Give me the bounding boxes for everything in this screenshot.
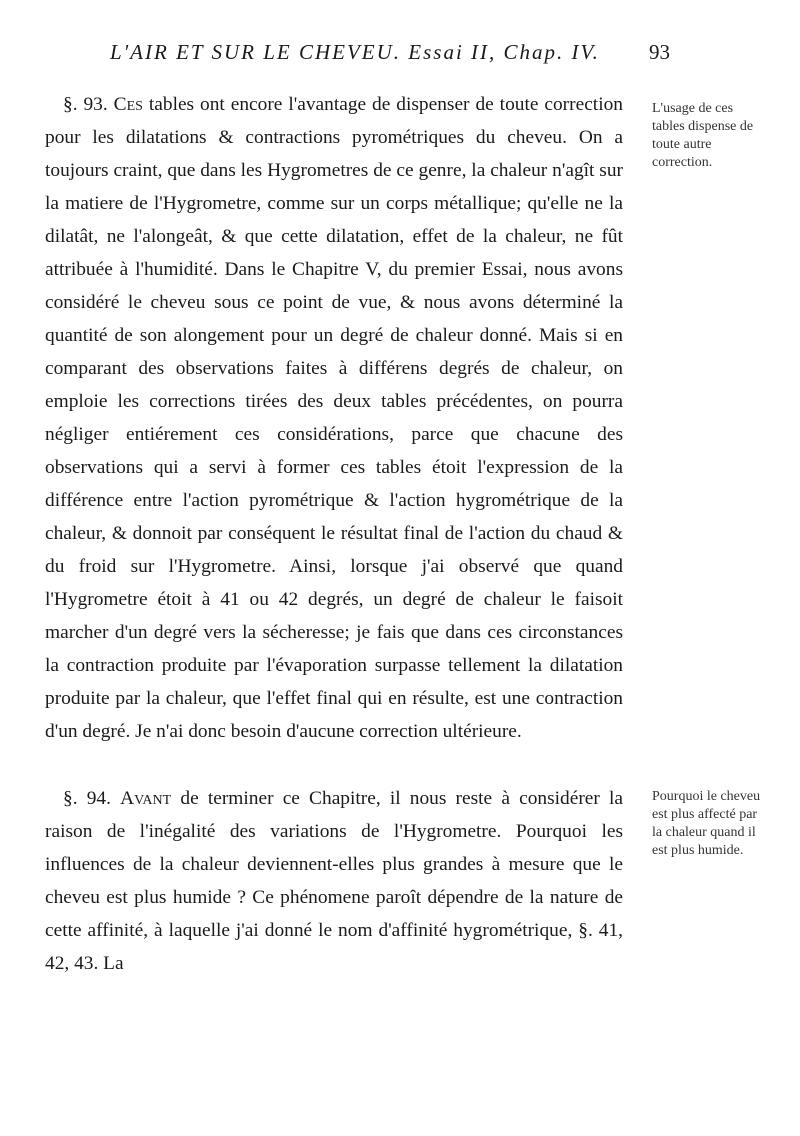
margin-note-94: Pourquoi le cheveu est plus affecté par la chaleur quand il est plus humide. [652,789,761,858]
section-lead-word: Ces [113,94,143,115]
section-94 [45,782,623,980]
page-number: 93 [649,40,670,64]
section-93 [45,88,623,748]
paragraph-94 [45,782,623,980]
section-lead-word: Avant [120,788,172,809]
section-number: §. 93. [63,94,108,115]
section-text: de terminer ce Chapitre, il nous reste à considérer la raison de l'inégalité des variations de l'Hygrometre. Pourquoi les influences de la chaleur deviennent-elles plus grandes à mesure que le cheveu est plus humide ? Ce phénomene paroît dépendre de la nature de cette affinité, à laquelle j'ai donné le nom d'affinité hygrométrique, §. 41, 42, 43. La [45,788,623,974]
paragraph-93 [45,88,623,748]
section-number: §. 94. [63,788,111,809]
margin-note-93: L'usage de ces tables dispense de toute autre correction. [652,101,754,170]
section-text: tables ont encore l'avantage de dispenser de toute correction pour les dilatations & contractions pyrométriques du cheveu. On a toujours craint, que dans les Hygrometres de ce genre, la chaleur n'agît sur la matiere de l'Hygrometre, comme sur un corps métallique; qu'elle ne la dilatât, ne l'alongeât, & que cette dilatation, effet de la chaleur, ne fût attribuée à l'humidité. Dans le Chapitre V, du premier Essai, nous avons considéré le cheveu sous ce point de vue, & nous avons déterminé la quantité de son alongement pour un degré de chaleur donné. Mais si en comparant des observations faites à différens degrés de chaleur, on emploie les corrections tirées des deux tables précédentes, on pourra négliger entiérement ces considérations, parce que chacune des observations qui a servi à former ces tables étoit l'expression de la différence entre l'action pyrométrique & l'action hygrométrique de la chaleur, & donnoit par conséquent le résultat final de l'action du chaud & du froid sur l'Hygrometre. Ainsi, lorsque j'ai observé que quand l'Hygrometre étoit à 41 ou 42 degrés, un degré de chaleur le faisoit marcher d'un degré vers la sécheresse; je fais que dans ces circonstances la contraction produite par l'évaporation surpasse tellement la dilatation produite par la chaleur, que l'effet final qui en résulte, est une contraction d'un degré. Je n'ai donc besoin d'aucune correction ultérieure. [45,94,623,742]
running-head [110,40,670,65]
running-title: L'AIR ET SUR LE CHEVEU. Essai II, Chap. IV. [110,40,600,64]
